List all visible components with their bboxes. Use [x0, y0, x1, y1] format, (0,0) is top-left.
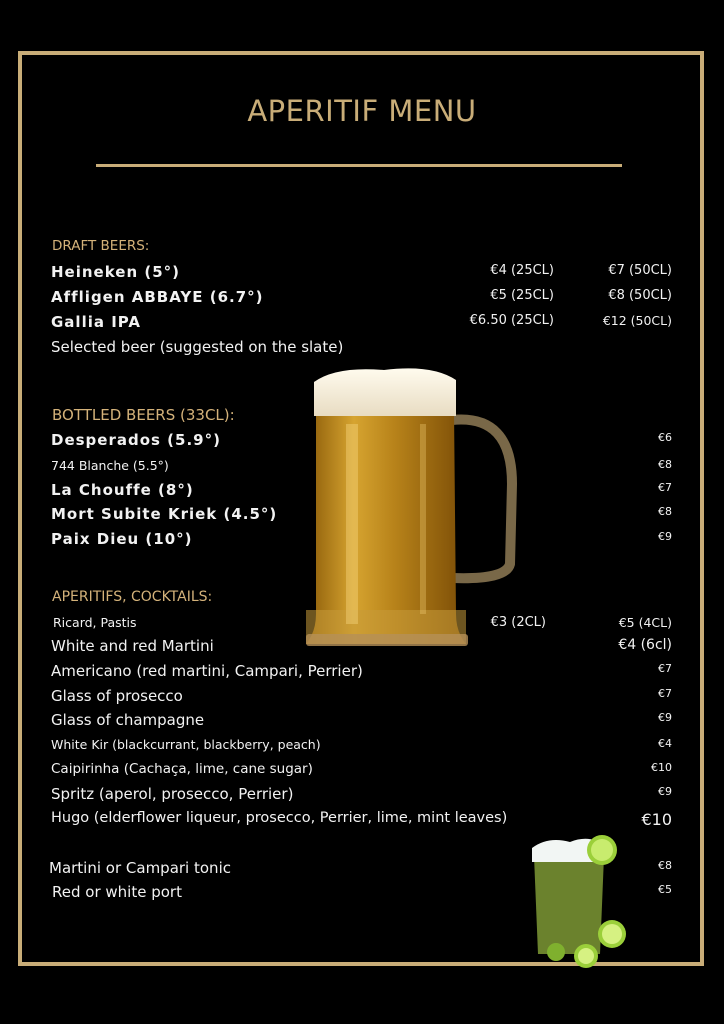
- item-name: Mort Subite Kriek (4.5°): [51, 505, 278, 523]
- item-price: €7: [658, 662, 672, 675]
- item-name: Hugo (elderflower liqueur, prosecco, Perrier, lime, mint leaves): [51, 810, 508, 826]
- menu-item-row: [0, 810, 724, 832]
- item-name: 744 Blanche (5.5°): [51, 458, 169, 473]
- item-name: Paix Dieu (10°): [51, 530, 193, 548]
- item-name: Affligen ABBAYE (6.7°): [51, 288, 264, 306]
- menu-item-row: [0, 458, 724, 480]
- menu-item-row: [0, 883, 724, 905]
- menu-item-row: [0, 530, 724, 552]
- item-price-small: €3 (2CL): [490, 615, 546, 630]
- menu-item-row: [0, 431, 724, 453]
- menu-item-row: [0, 662, 724, 684]
- item-name: Heineken (5°): [51, 263, 181, 281]
- menu-item-row: [0, 505, 724, 527]
- item-price-large: €8 (50CL): [608, 288, 672, 303]
- item-name: Red or white port: [52, 883, 182, 901]
- item-price: €9: [658, 711, 672, 724]
- menu-item-row: [0, 761, 724, 783]
- item-price: €9: [658, 785, 672, 798]
- item-price: €5: [658, 883, 672, 896]
- item-price-large: €5 (4CL): [618, 615, 672, 630]
- menu-item-row: [0, 637, 724, 659]
- menu-item-row: [0, 615, 724, 637]
- item-price: €7: [658, 481, 672, 494]
- section-heading-draft-beers: DRAFT BEERS:: [52, 238, 150, 254]
- item-name: White and red Martini: [51, 637, 214, 655]
- section-heading-bottled-beers: BOTTLED BEERS (33CL):: [52, 406, 235, 424]
- item-price-small: €4 (25CL): [490, 263, 554, 278]
- item-price: €4: [658, 737, 672, 750]
- item-name: Spritz (aperol, prosecco, Perrier): [51, 785, 294, 803]
- item-price: €7: [658, 687, 672, 700]
- item-price: €10: [641, 810, 672, 829]
- menu-item-row: [0, 288, 724, 310]
- item-price: €8: [658, 505, 672, 518]
- item-name: Selected beer (suggested on the slate): [51, 338, 344, 356]
- item-name: Desperados (5.9°): [51, 431, 221, 449]
- item-name: Glass of champagne: [51, 711, 205, 729]
- item-name: Martini or Campari tonic: [49, 859, 231, 877]
- item-name: Caipirinha (Cachaça, lime, cane sugar): [51, 761, 313, 777]
- menu-item-row: [0, 687, 724, 709]
- menu-title: APERITIF MENU: [247, 94, 477, 128]
- item-name: Glass of prosecco: [51, 687, 183, 705]
- item-name: Americano (red martini, Campari, Perrier): [51, 662, 363, 680]
- menu-item-row: [0, 785, 724, 807]
- menu-item-row: [0, 711, 724, 733]
- item-name: White Kir (blackcurrant, blackberry, peach): [51, 737, 321, 752]
- item-price: €8: [658, 859, 672, 872]
- item-price: €9: [658, 530, 672, 543]
- section-heading-aperitifs-cocktails: APERITIFS, COCKTAILS:: [52, 589, 213, 605]
- menu-item-row: [0, 737, 724, 759]
- item-name: Gallia IPA: [51, 313, 142, 331]
- item-price: €10: [651, 761, 672, 774]
- item-price-small: €6.50 (25CL): [469, 313, 554, 328]
- menu-item-row: [0, 338, 724, 360]
- item-name: La Chouffe (8°): [51, 481, 194, 499]
- menu-item-row: [0, 313, 724, 335]
- item-price: €8: [658, 458, 672, 471]
- menu-item-row: [0, 263, 724, 285]
- item-price: €4 (6cl): [618, 637, 672, 653]
- menu-item-row: [0, 859, 724, 881]
- item-price: €6: [658, 431, 672, 444]
- item-name: Ricard, Pastis: [53, 615, 137, 630]
- item-price-large: €12 (50CL): [602, 313, 672, 328]
- item-price-small: €5 (25CL): [490, 288, 554, 303]
- title-divider: [96, 164, 622, 167]
- menu-item-row: [0, 481, 724, 503]
- item-price-large: €7 (50CL): [608, 263, 672, 278]
